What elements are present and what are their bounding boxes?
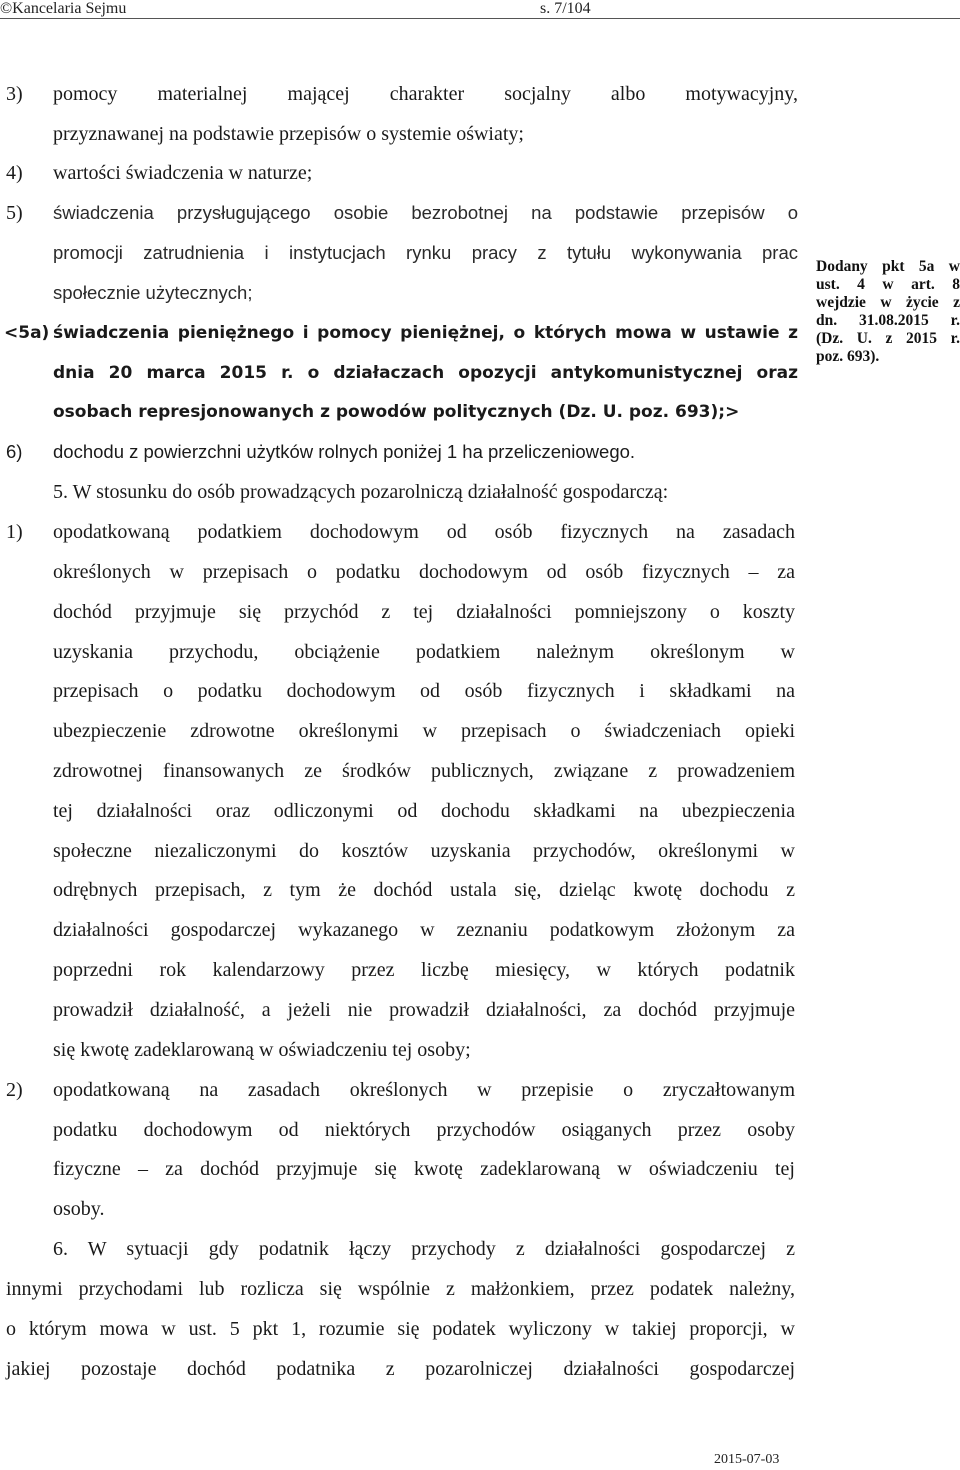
ust-5-point-1-line: opodatkowaną podatkiem dochodowym od osób fizycznych na zasadach xyxy=(53,521,795,543)
ust-5-point-1-line: ubezpieczenie zdrowotne określonymi w przepisach o świadczeniach opieki xyxy=(53,720,795,742)
item-5-line-1: świadczenia przysługującego osobie bezrobotnej na podstawie przepisów o xyxy=(53,202,798,223)
ust-6-line: jakiej pozostaje dochód podatnika z pozarolniczej działalności gospodarczej xyxy=(6,1358,795,1380)
item-5-line-3: społecznie użytecznych; xyxy=(53,282,253,303)
ust-5-point-2-line: fizyczne – za dochód przyjmuje się kwotę zadeklarowaną w oświadczeniu tej xyxy=(53,1158,795,1180)
ust-6-line: 6. W sytuacji gdy podatnik łączy przychody z działalności gospodarczej z xyxy=(53,1238,795,1260)
page-number: s. 7/104 xyxy=(540,0,591,17)
ust-5-point-2-line: osoby. xyxy=(53,1198,105,1220)
margin-note xyxy=(816,258,960,366)
item-3-number: 3) xyxy=(6,83,23,105)
header-rule xyxy=(0,18,960,19)
item-3-line-2: przyznawanej na podstawie przepisów o systemie oświaty; xyxy=(53,123,524,145)
item-5a-line-3: osobach represjonowanych z powodów politycznych (Dz. U. poz. 693);> xyxy=(53,402,740,422)
ust-5-point-1-line: prowadził działalność, a jeżeli nie prowadził działalności, za dochód przyjmuje xyxy=(53,999,795,1021)
ust-5-point-1-line: zdrowotnej finansowanych ze środków publicznych, związane z prowadzeniem xyxy=(53,760,795,782)
item-5a-line-2: dnia 20 marca 2015 r. o działaczach opozycji antykomunistycznej oraz xyxy=(53,363,798,383)
ust-5-point-1-line: działalności gospodarczej wykazanego w zeznaniu podatkowym złożonym za xyxy=(53,919,795,941)
note-line: dn. 31.08.2015 r. xyxy=(816,312,960,329)
item-6-number: 6) xyxy=(6,441,23,462)
item-5a-line-1: świadczenia pieniężnego i pomocy pieniężnej, o których mowa w ustawie z xyxy=(53,323,798,343)
item-6-line-1: dochodu z powierzchni użytków rolnych poniżej 1 ha przeliczeniowego. xyxy=(53,441,636,462)
ust-5-point-1-line: określonych w przepisach o podatku dochodowym od osób fizycznych – za xyxy=(53,561,795,583)
item-4-line-1: wartości świadczenia w naturze; xyxy=(53,162,313,184)
copyright-label: ©Kancelaria Sejmu xyxy=(0,0,127,17)
note-line: (Dz. U. z 2015 r. xyxy=(816,330,960,347)
ust-5-intro: 5. W stosunku do osób prowadzących pozarolniczą działalność gospodarczą: xyxy=(53,481,669,503)
footer-date: 2015-07-03 xyxy=(714,1452,780,1467)
note-line: wejdzie w życie z xyxy=(816,294,960,311)
ust-5-point-1-line: przepisach o podatku dochodowym od osób fizycznych i składkami na xyxy=(53,680,795,702)
item-4-number: 4) xyxy=(6,162,23,184)
ust-5-point-1-line: dochód przyjmuje się przychód z tej działalności pomniejszony o koszty xyxy=(53,601,795,623)
ust-6-line: o którym mowa w ust. 5 pkt 1, rozumie się podatek wyliczony w takiej proporcji, w xyxy=(6,1318,795,1340)
item-5a-number: <5a) xyxy=(4,323,50,343)
ust-5-point-2-line: podatku dochodowym od niektórych przychodów osiąganych przez osoby xyxy=(53,1119,795,1141)
note-line: Dodany pkt 5a w xyxy=(816,258,960,275)
ust-5-point-2-number: 2) xyxy=(6,1079,23,1101)
note-line: poz. 693). xyxy=(816,348,880,365)
note-line: ust. 4 w art. 8 xyxy=(816,276,960,293)
ust-5-point-1-number: 1) xyxy=(6,521,23,543)
item-5-number: 5) xyxy=(6,202,23,224)
ust-6-line: innymi przychodami lub rozlicza się wspólnie z małżonkiem, przez podatek należny, xyxy=(6,1278,795,1300)
item-3-line-1: pomocy materialnej mającej charakter socjalny albo motywacyjny, xyxy=(53,83,798,105)
ust-5-point-1-line: się kwotę zadeklarowaną w oświadczeniu tej osoby; xyxy=(53,1039,471,1061)
ust-5-point-1-line: odrębnych przepisach, z tym że dochód ustala się, dzieląc kwotę dochodu z xyxy=(53,879,795,901)
ust-5-point-1-line: społeczne niezaliczonymi do kosztów uzyskania przychodów, określonymi w xyxy=(53,840,795,862)
ust-5-point-1-line: uzyskania przychodu, obciążenie podatkiem należnym określonym w xyxy=(53,641,795,663)
ust-5-point-2-line: opodatkowaną na zasadach określonych w przepisie o zryczałtowanym xyxy=(53,1079,795,1101)
ust-5-point-1-line: poprzedni rok kalendarzowy przez liczbę miesięcy, w których podatnik xyxy=(53,959,795,981)
page-header xyxy=(0,0,960,20)
item-5-line-2: promocji zatrudnienia i instytucjach rynku pracy z tytułu wykonywania prac xyxy=(53,242,798,263)
ust-5-point-1-line: tej działalności oraz odliczonymi od dochodu składkami na ubezpieczenia xyxy=(53,800,795,822)
